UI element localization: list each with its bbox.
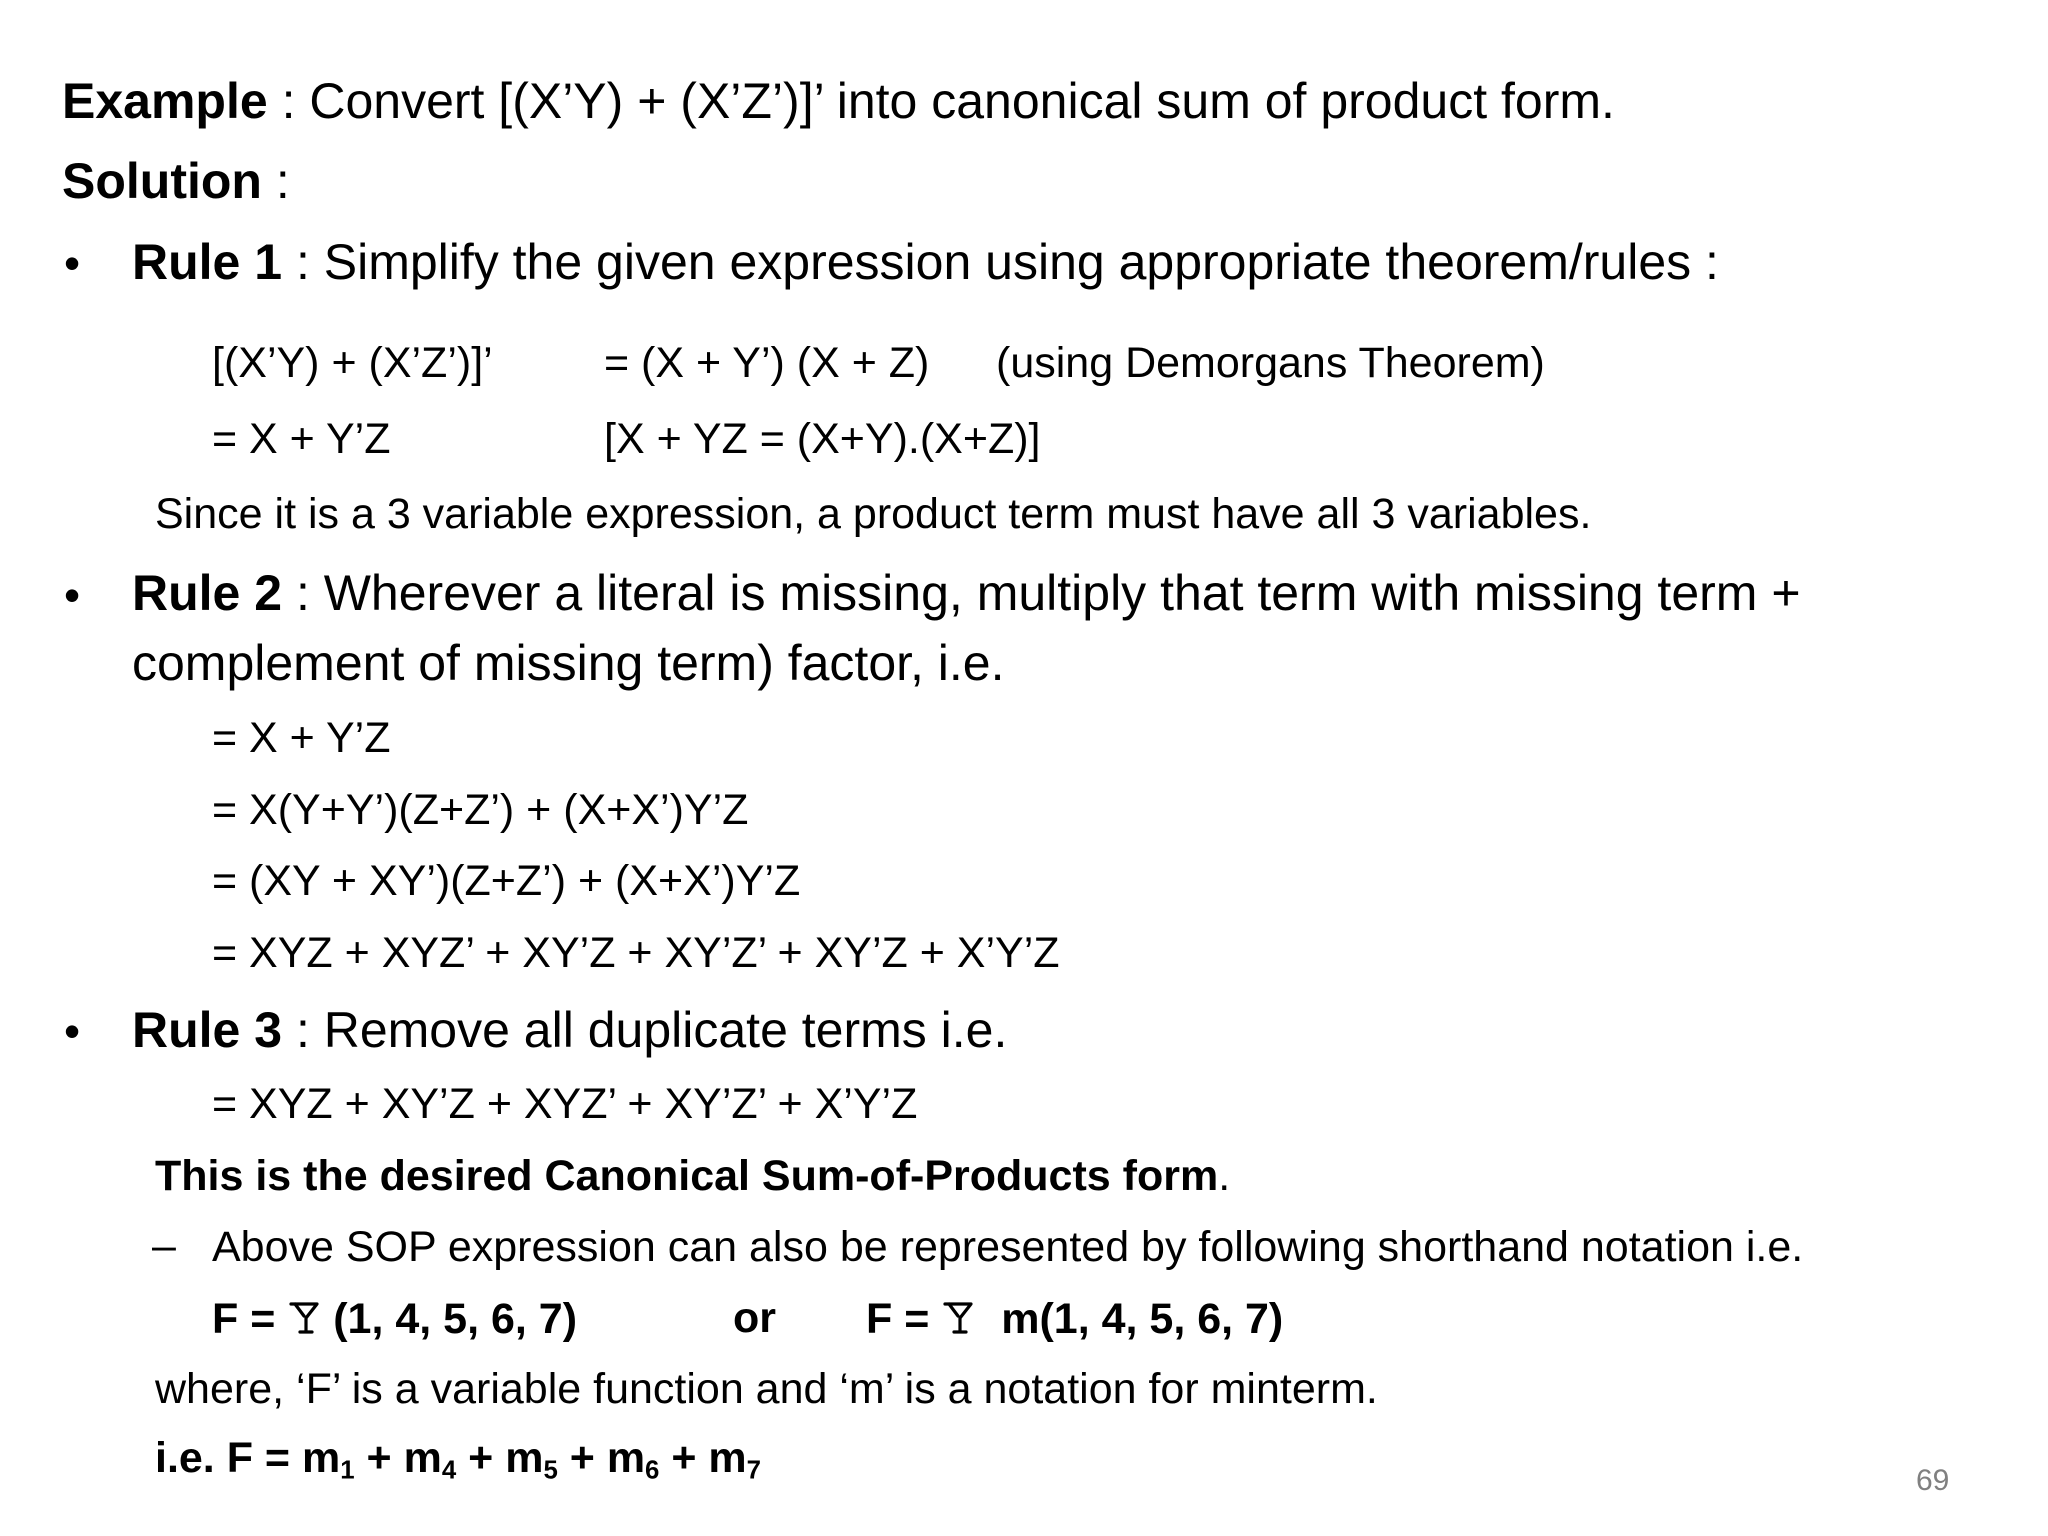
plus-sign: + [659, 1434, 709, 1482]
plus-sign: + [354, 1434, 404, 1482]
page-number: 69 [1916, 1464, 1950, 1497]
example-text: : Convert [(X’Y) + (X’Z’)]’ into canonical sum of product form. [267, 73, 1615, 129]
where-note: where, ‘F’ is a variable function and ‘m’ is a notation for minterm. [155, 1365, 1378, 1413]
rule2-step-4: = XYZ + XYZ’ + XY’Z + XY’Z’ + XY’Z + X’Y’Z [212, 929, 1060, 977]
rule2-step-1: = X + Y’Z [212, 714, 391, 762]
minterm-term: $m_4$ [403, 1434, 457, 1485]
minterm-term: $m_7$ [708, 1434, 762, 1485]
minterm-term: $m_6$ [606, 1434, 660, 1485]
conclusion-end: . [1218, 1152, 1231, 1200]
formula-2 [866, 1297, 1283, 1341]
formula-2-prefix: F = [866, 1295, 930, 1343]
sigma-icon [941, 1297, 975, 1337]
rule2-line-cont: complement of missing term) factor, i.e. [132, 635, 1005, 691]
sigma-icon [287, 1297, 321, 1337]
rule3-step: = XYZ + XY’Z + XYZ’ + XY’Z’ + X’Y’Z [212, 1080, 918, 1128]
minterm-term: $m_5$ [505, 1434, 558, 1485]
bullet-icon: • [64, 569, 81, 621]
dash-icon: – [152, 1222, 176, 1270]
bullet-icon: • [64, 237, 81, 289]
rule2-label: Rule 2 [132, 565, 283, 621]
rule1-step1-lhs: [(X’Y) + (X’Z’)]’ [212, 339, 493, 387]
rule2-line [132, 565, 1801, 621]
rule2-step-3: = (XY + XY’)(Z+Z’) + (X+X’)Y’Z [212, 857, 801, 905]
rule3-text: : Remove all duplicate terms i.e. [282, 1002, 1008, 1058]
example-label: Example [62, 73, 268, 129]
rule1-step1-rhs: = (X + Y’) (X + Z) [604, 339, 930, 387]
rule3-line [132, 1002, 1008, 1058]
rule1-step1-note: (using Demorgans Theorem) [996, 339, 1545, 387]
plus-sign: + [456, 1434, 506, 1482]
rule1-step2-rhs: [X + YZ = (X+Y).(X+Z)] [604, 415, 1041, 463]
formula-2-args: m(1, 4, 5, 6, 7) [1001, 1295, 1284, 1343]
formula-1-args: (1, 4, 5, 6, 7) [333, 1295, 578, 1343]
solution-label: Solution [62, 153, 262, 209]
rule1-step2-lhs: = X + Y’Z [212, 415, 391, 463]
rule2-step-2: = X(Y+Y’)(Z+Z’) + (X+X’)Y’Z [212, 786, 749, 834]
minterm-list [301, 1434, 762, 1485]
formula-1 [212, 1297, 577, 1341]
formula-or: or [733, 1294, 776, 1342]
solution-text: : [261, 153, 290, 209]
rule1-label: Rule 1 [132, 234, 283, 290]
minterm-prefix: i.e. F = [155, 1434, 302, 1482]
rule2-text: : Wherever a literal is missing, multiply that term with missing term + [282, 565, 1801, 621]
rule1-note: Since it is a 3 variable expression, a product term must have all 3 variables. [155, 490, 1592, 538]
solution-heading [62, 153, 290, 209]
shorthand-text: Above SOP expression can also be represented by following shorthand notation i.e. [212, 1223, 1804, 1271]
formula-1-prefix: F = [212, 1295, 276, 1343]
rule1-text: : Simplify the given expression using appropriate theorem/rules : [282, 234, 1719, 290]
rule3-label: Rule 3 [132, 1002, 283, 1058]
rule1-line [132, 234, 1719, 290]
bullet-icon: • [64, 1005, 81, 1057]
plus-sign: + [557, 1434, 607, 1482]
example-heading [62, 73, 1615, 129]
minterm-term: $m_1$ [301, 1434, 355, 1485]
conclusion [155, 1152, 1231, 1200]
minterm-expansion [155, 1434, 762, 1485]
conclusion-bold: This is the desired Canonical Sum-of-Products form [155, 1152, 1219, 1200]
